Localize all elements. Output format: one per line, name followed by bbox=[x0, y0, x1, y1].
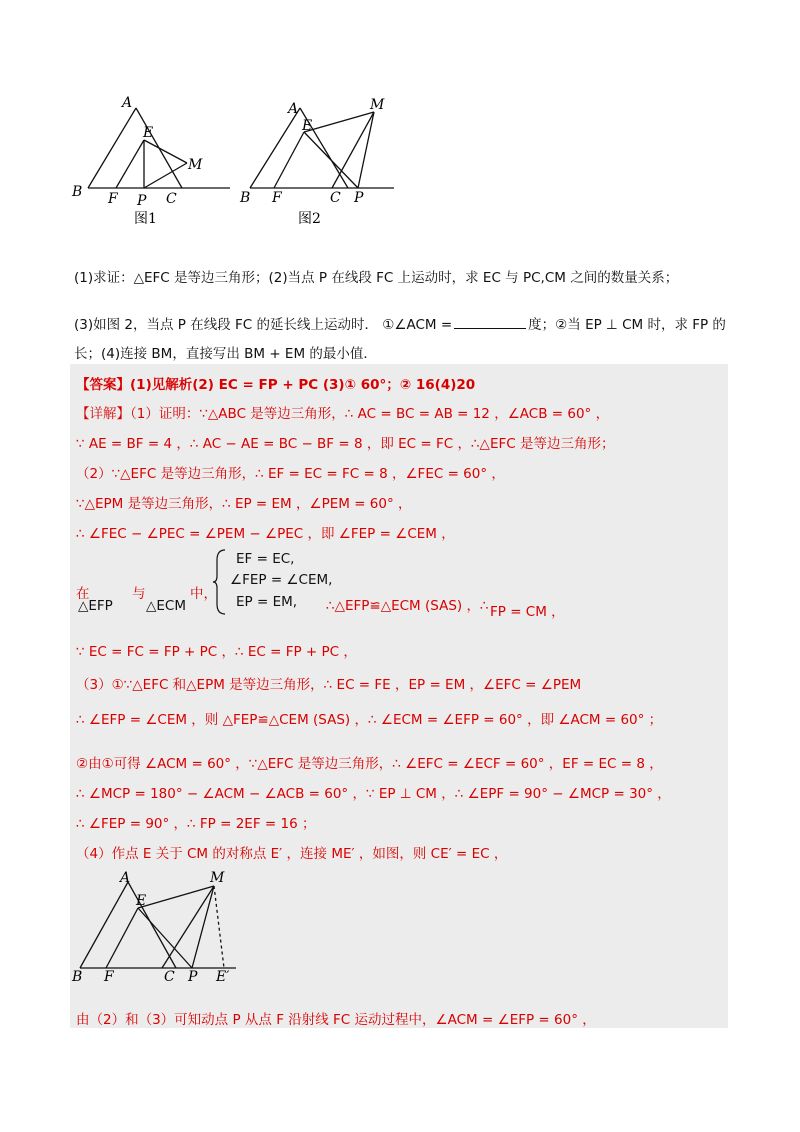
answer-line-3: （2）∵△EFC 是等边三角形，∴ EF = EC = FC = 8 ，∠FEC = 60° ， bbox=[76, 466, 505, 482]
answer-line-6: ∵ EC = FC = FP + PC ，∴ EC = FP + PC ， bbox=[76, 644, 357, 660]
answer-line-11: ∴ ∠FEP = 90° ，∴ FP = 2EF = 16 ； bbox=[76, 816, 316, 832]
system-eq3: EP = EM, bbox=[236, 594, 298, 610]
answer-line-4: ∵△EPM 是等边三角形，∴ EP = EM ，∠PEM = 60° ， bbox=[76, 496, 412, 512]
fig2-label-M: M bbox=[370, 97, 385, 113]
fig1-caption: 图1 bbox=[134, 211, 157, 227]
fig2-label-F: F bbox=[272, 190, 282, 206]
question-line-2b: 度；②当 EP ⊥ CM 时，求 FP 的 bbox=[528, 317, 726, 333]
answer-line-1: 【详解】（1）证明：∵△ABC 是等边三角形，∴ AC = BC = AB = 12 ，∠ACB = 60° ， bbox=[76, 406, 610, 422]
figure-3 bbox=[66, 864, 256, 984]
fig1-label-E: E bbox=[143, 125, 154, 141]
system-tri1: △EFP bbox=[78, 598, 113, 614]
answer-line-9: ②由①可得 ∠ACM = 60° ，∵△EFC 是等边三角形，∴ ∠EFC = ∠ECF = 60° ，EF = EC = 8 ， bbox=[76, 756, 663, 772]
question-line-2 bbox=[74, 313, 726, 333]
fig1-label-F: F bbox=[108, 191, 118, 207]
fig3-label-F: F bbox=[104, 969, 114, 984]
fig3-label-E: E bbox=[136, 893, 147, 909]
answer-line-8: ∴ ∠EFP = ∠CEM ，则 △FEP≌△CEM (SAS) ，∴ ∠ECM = ∠EFP = 60° ，即 ∠ACM = 60° ； bbox=[76, 712, 663, 728]
fig2-label-E: E bbox=[302, 118, 313, 134]
figure-1 bbox=[64, 90, 244, 240]
fig1-label-M: M bbox=[188, 157, 203, 173]
fig2-label-C: C bbox=[330, 190, 341, 206]
system-tri2: △ECM bbox=[146, 598, 186, 614]
answer-line-12: （4）作点 E 关于 CM 的对称点 E′ ，连接 ME′ ，如图，则 CE′ = EC ， bbox=[76, 846, 508, 862]
fig3-label-C: C bbox=[164, 969, 175, 984]
system-mid: 与 bbox=[132, 586, 146, 602]
fig3-label-A: A bbox=[120, 870, 131, 886]
answer-line-2: ∵ AE = BF = 4 ，∴ AC − AE = BC − BF = 8 ，即 EC = FC ，∴△EFC 是等边三角形； bbox=[76, 436, 615, 452]
system-result: ∴△EFP≌△ECM (SAS) ，∴ bbox=[326, 598, 489, 614]
fig2-label-B: B bbox=[240, 190, 251, 206]
fig1-label-B: B bbox=[72, 184, 83, 200]
system-eq2: ∠FEP = ∠CEM, bbox=[230, 572, 333, 588]
answer-line-5: ∴ ∠FEC − ∠PEC = ∠PEM − ∠PEC ，即 ∠FEP = ∠CEM ， bbox=[76, 526, 455, 542]
fig3-label-M: M bbox=[210, 870, 225, 886]
answer-line-10: ∴ ∠MCP = 180° − ∠ACM − ∠ACB = 60° ，∵ EP ⊥ CM ，∴ ∠EPF = 90° − ∠MCP = 30° ， bbox=[76, 786, 671, 802]
answer-blank bbox=[454, 316, 526, 329]
question-line-2a: (3)如图 2，当点 P 在线段 FC 的延长线上运动时． ①∠ACM = bbox=[74, 317, 453, 333]
fig2-label-A: A bbox=[288, 101, 299, 117]
system-conclusion: FP = CM ， bbox=[490, 604, 565, 620]
question-line-3: 长；(4)连接 BM，直接写出 BM + EM 的最小值． bbox=[74, 346, 377, 362]
fig3-label-P: P bbox=[188, 969, 198, 984]
system-prefix: 在 bbox=[76, 586, 90, 602]
question-line-1: (1)求证：△EFC 是等边三角形；(2)当点 P 在线段 FC 上运动时，求 EC 与 PC,CM 之间的数量关系； bbox=[74, 270, 679, 286]
system-suffix: 中， bbox=[190, 586, 217, 602]
fig2-caption: 图2 bbox=[298, 211, 321, 227]
answer-line-7: （3）①∵△EFC 和△EPM 是等边三角形，∴ EC = FE ，EP = EM ，∠EFC = ∠PEM bbox=[76, 677, 582, 693]
answer-line-13: 由（2）和（3）可知动点 P 从点 F 沿射线 FC 运动过程中，∠ACM = ∠EFP = 60° ， bbox=[76, 1012, 596, 1028]
figure-2 bbox=[236, 90, 416, 240]
fig1-label-P: P bbox=[137, 193, 147, 209]
fig3-label-E-prime: E′ bbox=[216, 969, 230, 984]
system-brace bbox=[212, 548, 228, 616]
fig1-label-A: A bbox=[122, 95, 133, 111]
fig3-label-B: B bbox=[72, 969, 83, 984]
fig1-label-C: C bbox=[166, 191, 177, 207]
answer-heading: 【答案】(1)见解析(2) EC = FP + PC (3)① 60°；② 16(4)20 bbox=[76, 377, 476, 393]
system-eq1: EF = EC, bbox=[236, 551, 295, 567]
fig2-label-P: P bbox=[354, 190, 364, 206]
